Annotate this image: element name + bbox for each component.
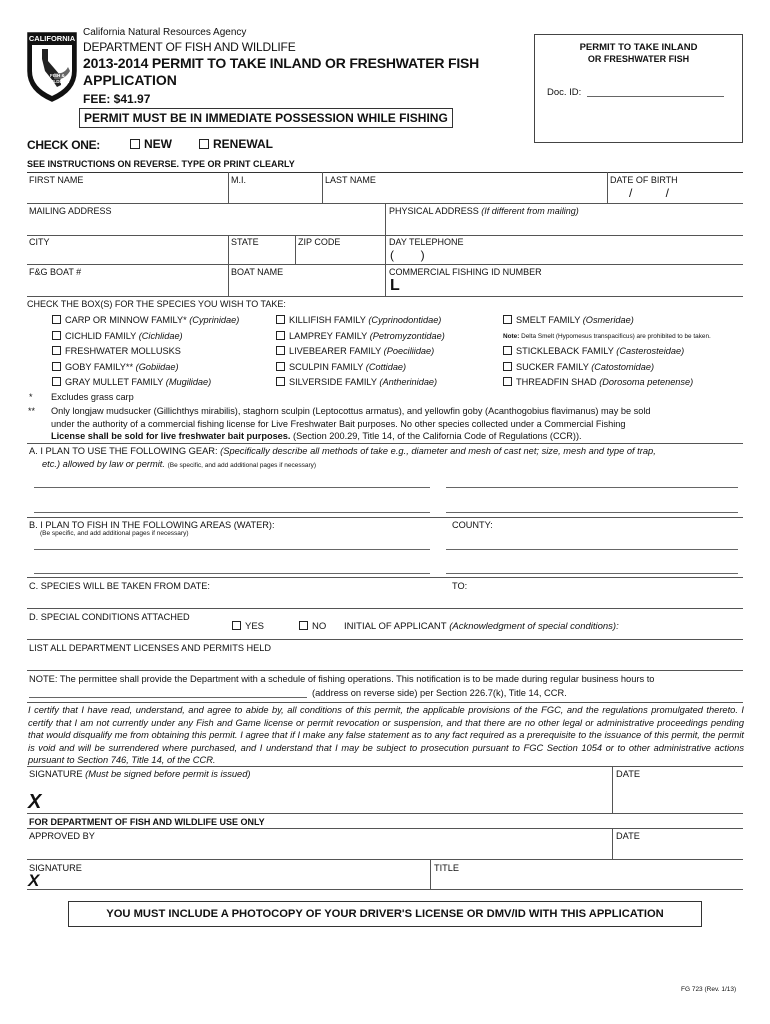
certification-text: I certify that I have read, understand, and agree to abide by, all conditions of this permit, the applicable provisions of the FGC, and the regulations promulgated thereto. I certify that I am not currently under any Fish and Game license or permit revocation or suspension, and that there are no other legal or administrative proceedings pending that would disqualify me from obtaining this permit. I agree that if I make any false statement as to any fact required as a prerequisite to the issuance of this permit, the permit is void and will be surrendered where purchased, and I understand that I may be subject to prosecution pursuant to FGC Section 1054 or to other administrative actions pursuant to Section 746, Title 14, of the CCR. xyxy=(28,705,744,766)
checkbox-icon xyxy=(232,621,241,630)
dept-use-heading: FOR DEPARTMENT OF FISH AND WILDLIFE USE ONLY xyxy=(29,817,265,827)
section-c-label: C. SPECIES WILL BE TAKEN FROM DATE: xyxy=(29,581,210,591)
seal-text-fish: FISH & xyxy=(50,73,65,78)
checkbox-icon xyxy=(276,362,285,371)
dept-signature-field[interactable]: SIGNATURE xyxy=(29,863,82,873)
commercial-id-prefix: L xyxy=(390,277,400,294)
renewal-checkbox[interactable] xyxy=(199,137,273,151)
doc-id-field[interactable] xyxy=(587,96,724,97)
species-livebearer[interactable]: LIVEBEARER FAMILY (Poeciliidae) xyxy=(276,346,434,356)
mi-field[interactable]: M.I. xyxy=(231,175,246,185)
checkbox-icon xyxy=(276,346,285,355)
species-killifish[interactable]: KILLIFISH FAMILY (Cyprinodontidae) xyxy=(276,315,441,325)
species-sucker[interactable]: SUCKER FAMILY (Catostomidae) xyxy=(503,362,654,372)
footnote-1-mark: * xyxy=(29,392,33,402)
physical-address-label: PHYSICAL ADDRESS xyxy=(389,206,479,216)
no-checkbox[interactable]: NO xyxy=(299,621,326,632)
areas-line-2[interactable] xyxy=(34,573,430,574)
approved-by-field[interactable]: APPROVED BY xyxy=(29,831,95,841)
day-telephone-field[interactable]: DAY TELEPHONE xyxy=(389,237,464,247)
boat-number-field[interactable]: F&G BOAT # xyxy=(29,267,82,277)
gear-line-1[interactable] xyxy=(34,487,430,488)
checkbox-icon xyxy=(503,315,512,324)
doc-id-label: Doc. ID: xyxy=(547,87,582,98)
box-title-line2: OR FRESHWATER FISH xyxy=(587,54,690,64)
section-d-label: D. SPECIAL CONDITIONS ATTACHED xyxy=(29,612,190,622)
species-cichlid[interactable]: CICHLID FAMILY (Cichlidae) xyxy=(52,331,183,341)
photocopy-notice: YOU MUST INCLUDE A PHOTOCOPY OF YOUR DRIVER'S LICENSE OR DMV/ID WITH THIS APPLICATION xyxy=(68,901,702,927)
check-one-label: CHECK ONE: xyxy=(27,138,101,152)
physical-address-note: (If different from mailing) xyxy=(481,206,579,216)
checkbox-icon xyxy=(503,362,512,371)
footnote-2-line3: License shall be sold for live freshwater bait purposes. (Section 200.29, Title 14, of the California Code of Regulations (CCR)). xyxy=(51,431,582,441)
species-mollusks[interactable]: FRESHWATER MOLLUSKS xyxy=(52,346,181,356)
species-mullet[interactable]: GRAY MULLET FAMILY (Mugilidae) xyxy=(52,377,211,387)
section-a-label: A. I PLAN TO USE THE FOLLOWING GEAR: (Specifically describe all methods of take e.g., diameter and mesh of cast net; size, mesh and type of trap, xyxy=(29,446,656,456)
last-name-field[interactable]: LAST NAME xyxy=(325,175,376,185)
fee: FEE: $41.97 xyxy=(83,92,151,106)
possession-notice: PERMIT MUST BE IN IMMEDIATE POSSESSION WHILE FISHING xyxy=(79,108,453,128)
footnote-2-mark: ** xyxy=(28,406,36,416)
department-name: DEPARTMENT OF FISH AND WILDLIFE xyxy=(83,40,296,54)
instructions: SEE INSTRUCTIONS ON REVERSE. TYPE OR PRINT CLEARLY xyxy=(27,159,295,169)
county-line-1[interactable] xyxy=(446,549,738,550)
note-line2: (address on reverse side) per Section 226.7(k), Title 14, CCR. xyxy=(312,688,567,698)
dob-separator: / / xyxy=(629,186,670,200)
department-seal xyxy=(26,31,78,103)
section-a-label-line2: etc.) allowed by law or permit. (Be specific, and add additional pages if necessary) xyxy=(42,459,317,469)
species-threadfin[interactable]: THREADFIN SHAD (Dorosoma petenense) xyxy=(503,377,693,387)
commercial-id-field[interactable]: COMMERCIAL FISHING ID NUMBER xyxy=(389,267,542,277)
mailing-address-field[interactable]: MAILING ADDRESS xyxy=(29,206,112,216)
section-b-label: B. I PLAN TO FISH IN THE FOLLOWING AREAS (WATER): xyxy=(29,520,275,530)
checkbox-icon xyxy=(130,139,140,149)
initial-applicant-field[interactable]: INITIAL OF APPLICANT (Acknowledgment of special conditions): xyxy=(344,621,619,632)
checkbox-icon xyxy=(276,377,285,386)
checkbox-icon xyxy=(503,377,512,386)
boat-name-field[interactable]: BOAT NAME xyxy=(231,267,284,277)
first-name-field[interactable]: FIRST NAME xyxy=(29,175,84,185)
new-label: NEW xyxy=(144,137,172,151)
gear-line-4[interactable] xyxy=(446,512,738,513)
applicant-date-field[interactable]: DATE xyxy=(616,769,641,779)
checkbox-icon xyxy=(503,346,512,355)
county-line-2[interactable] xyxy=(446,573,738,574)
species-lamprey[interactable]: LAMPREY FAMILY (Petromyzontidae) xyxy=(276,331,445,341)
species-goby[interactable]: GOBY FAMILY** (Gobiidae) xyxy=(52,362,179,372)
renewal-label: RENEWAL xyxy=(213,137,273,151)
checkbox-icon xyxy=(276,331,285,340)
footnote-2-line2: under the authority of a commercial fishing license for Live Freshwater Bait purposes. No other species collected under a Commercial Fishing xyxy=(51,419,626,429)
footnote-2-line1: Only longjaw mudsucker (Gillichthys mirabilis), staghorn sculpin (Leptocottus armatus), and yellowfin goby (Acanthogobius flavimanus) may be sold xyxy=(51,406,651,416)
seal-text-wildlife: WILDLIFE xyxy=(48,79,70,84)
zip-field[interactable]: ZIP CODE xyxy=(298,237,341,247)
checkbox-icon xyxy=(52,362,61,371)
doc-id-box xyxy=(534,34,743,143)
yes-checkbox[interactable]: YES xyxy=(232,621,264,632)
form-title: 2013-2014 PERMIT TO TAKE INLAND OR FRESHWATER FISH xyxy=(83,55,480,71)
dept-signature-x-mark: X xyxy=(28,871,40,890)
phone-parens: ( ) xyxy=(390,248,425,262)
signature-x-mark: X xyxy=(28,791,42,813)
checkbox-icon xyxy=(299,621,308,630)
gear-line-3[interactable] xyxy=(34,512,430,513)
physical-address-field[interactable] xyxy=(389,206,579,217)
box-title: PERMIT TO TAKE INLAND xyxy=(579,42,698,53)
areas-line-1[interactable] xyxy=(34,549,430,550)
to-label: TO: xyxy=(452,581,468,591)
checkbox-icon xyxy=(276,315,285,324)
checkbox-icon xyxy=(199,139,209,149)
smelt-note: Note: Delta Smelt (Hypomesus transpacificus) are prohibited to be taken. xyxy=(503,333,711,340)
checkbox-icon xyxy=(52,331,61,340)
section-b-note: (Be specific, and add additional pages if necessary) xyxy=(40,530,189,537)
species-stickleback[interactable]: STICKLEBACK FAMILY (Casterosteidae) xyxy=(503,346,684,356)
city-field[interactable]: CITY xyxy=(29,237,50,247)
state-field[interactable]: STATE xyxy=(231,237,259,247)
seal-text-california: CALIFORNIA xyxy=(28,34,76,43)
footnote-1: Excludes grass carp xyxy=(51,392,134,402)
notify-contact-line[interactable] xyxy=(29,697,307,698)
dob-field[interactable]: DATE OF BIRTH xyxy=(610,175,678,185)
gear-line-2[interactable] xyxy=(446,487,738,488)
county-label: COUNTY: xyxy=(452,520,493,530)
note-line1: NOTE: The permittee shall provide the Department with a schedule of fishing operations. This notification is to be made during regular business hours to xyxy=(29,674,655,684)
species-heading: CHECK THE BOX(S) FOR THE SPECIES YOU WISH TO TAKE: xyxy=(27,299,286,309)
new-checkbox[interactable] xyxy=(130,137,172,151)
dept-title-field[interactable]: TITLE xyxy=(434,863,460,873)
species-carp[interactable]: CARP OR MINNOW FAMILY* (Cyprinidae) xyxy=(52,315,239,325)
checkbox-icon xyxy=(52,377,61,386)
form-title-line2: APPLICATION xyxy=(83,72,177,88)
checkbox-icon xyxy=(52,315,61,324)
form-number: FG 723 (Rev. 1/13) xyxy=(681,986,737,993)
checkbox-icon xyxy=(52,346,61,355)
agency-name: California Natural Resources Agency xyxy=(83,27,247,38)
species-sculpin[interactable]: SCULPIN FAMILY (Cottidae) xyxy=(276,362,406,372)
licenses-held-field[interactable]: LIST ALL DEPARTMENT LICENSES AND PERMITS HELD xyxy=(29,643,272,653)
species-silverside[interactable]: SILVERSIDE FAMILY (Antherinidae) xyxy=(276,377,437,387)
species-smelt[interactable]: SMELT FAMILY (Osmeridae) xyxy=(503,315,634,325)
applicant-signature-field[interactable]: SIGNATURE (Must be signed before permit is issued) xyxy=(29,769,251,779)
approved-date-field[interactable]: DATE xyxy=(616,831,640,841)
